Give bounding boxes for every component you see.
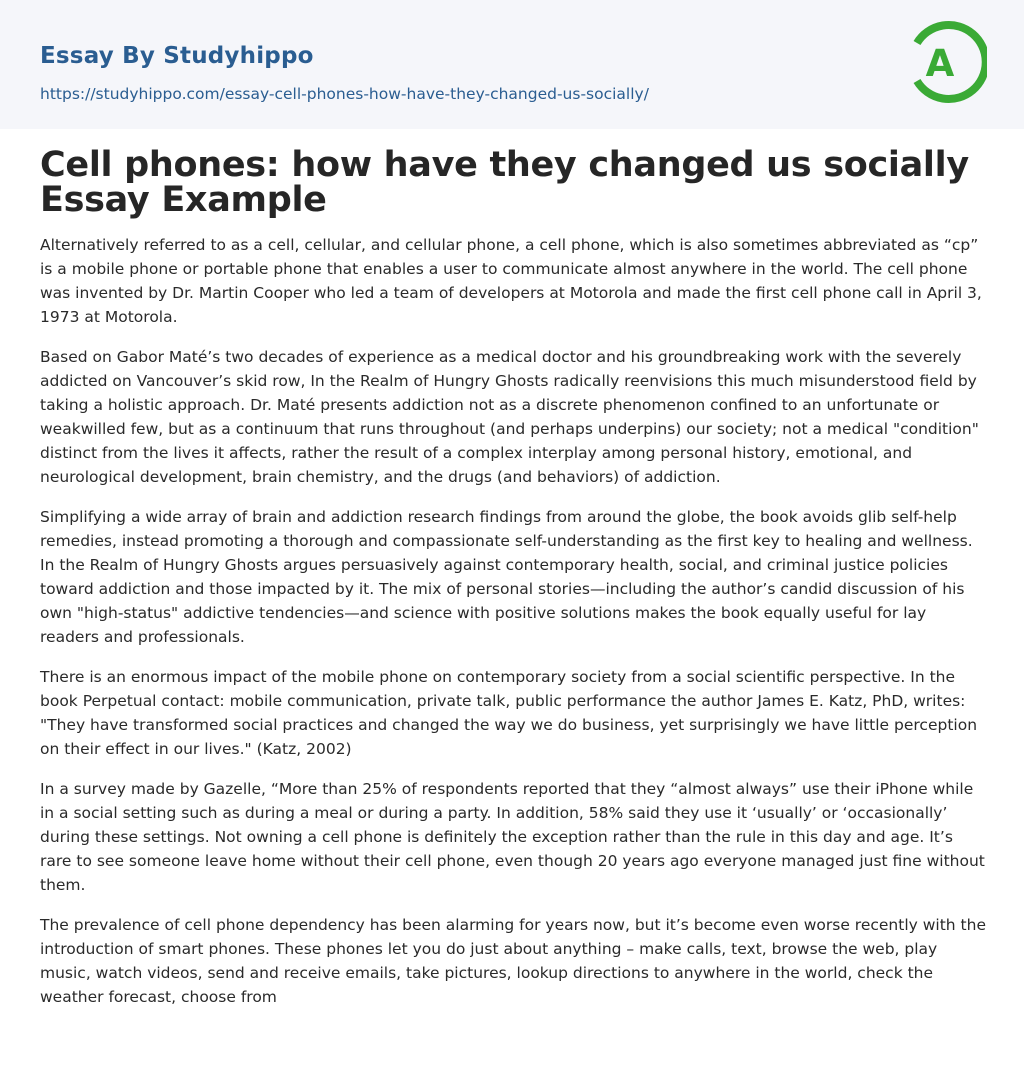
- essay-paragraph: In a survey made by Gazelle, “More than 25% of respondents reported that they “almost always” use their iPhone while in a social setting such as during a meal or during a party. In addition, 58% said they use it ‘usually’ or ‘occasionally’ during these settings. Not owning a cell phone is definitely the exception rather than the rule in this day and age. It’s rare to see someone leave home without their cell phone, even though 20 years ago everyone managed just fine without them.: [40, 780, 985, 894]
- site-brand[interactable]: Essay By Studyhippo: [40, 43, 314, 69]
- essay-paragraph: Alternatively referred to as a cell, cellular, and cellular phone, a cell phone, which is also sometimes abbreviated as “cp” is a mobile phone or portable phone that enables a user to communicate almost anywhere in the world. The cell phone was invented by Dr. Martin Cooper who led a team of developers at Motorola and made the first cell phone call in April 3, 1973 at Motorola.: [40, 236, 982, 326]
- site-header: [0, 0, 1024, 129]
- essay-paragraph: The prevalence of cell phone dependency has been alarming for years now, but it’s become even worse recently with the introduction of smart phones. These phones let you do just about anything – make calls, text, browse the web, play music, watch videos, send and receive emails, take pictures, lookup directions to anywhere in the world, check the weather forecast, choose from: [40, 916, 986, 1006]
- essay-paragraph: Simplifying a wide array of brain and addiction research findings from around the globe, the book avoids glib self-help remedies, instead promoting a thorough and compassionate self-understanding as the first key to healing and wellness. In the Realm of Hungry Ghosts argues persuasively against contemporary health, social, and criminal justice policies toward addiction and those impacted by it. The mix of personal stories—including the author’s candid discussion of his own "high-status" addictive tendencies—and science with positive solutions makes the book equally useful for lay readers and professionals.: [40, 508, 973, 646]
- logo-letter: A: [925, 42, 955, 85]
- essay-article: [40, 145, 988, 1025]
- essay-paragraph: There is an enormous impact of the mobile phone on contemporary society from a social scientific perspective. In the book Perpetual contact: mobile communication, private talk, public performance the author James E. Katz, PhD, writes: "They have transformed social practices and changed the way we do business, yet surprisingly we have little perception on their effect in our lives." (Katz, 2002): [40, 668, 978, 758]
- essay-url-link[interactable]: https://studyhippo.com/essay-cell-phones-how-have-they-changed-us-socially/: [40, 85, 649, 103]
- essay-title: Cell phones: how have they changed us socially Essay Example: [40, 145, 969, 220]
- essay-paragraph: Based on Gabor Maté’s two decades of experience as a medical doctor and his groundbreaking work with the severely addicted on Vancouver’s skid row, In the Realm of Hungry Ghosts radically reenvisions this much misunderstood field by taking a holistic approach. Dr. Maté presents addiction not as a discrete phenomenon confined to an unfortunate or weakwilled few, but as a continuum that runs throughout (and perhaps underpins) our society; not a medical "condition" distinct from the lives it affects, rather the result of a complex interplay among personal history, emotional, and neurological development, brain chemistry, and the drugs (and behaviors) of addiction.: [40, 348, 979, 486]
- studyhippo-logo-icon[interactable]: [913, 19, 987, 105]
